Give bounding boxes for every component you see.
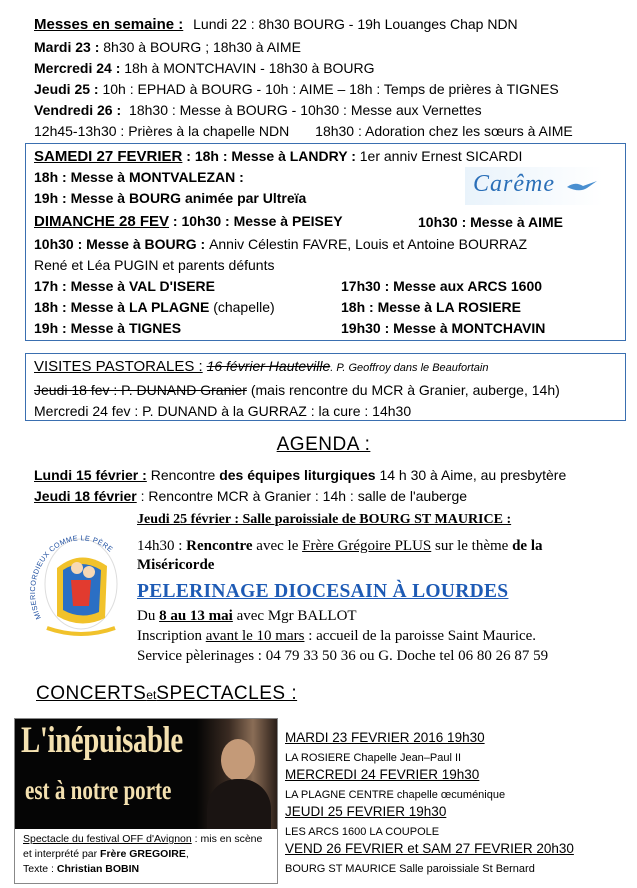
montchavin: 19h30 : Messe à MONTCHAVIN xyxy=(341,320,546,336)
caption-actor: Frère GREGOIRE xyxy=(100,848,186,860)
week-monday: Lundi 22 : 8h30 BOURG - 19h Louanges Chap NDN xyxy=(193,16,518,32)
la-plagne: 18h : Messe à LA PLAGNE xyxy=(34,299,210,315)
visites-line-1 xyxy=(34,356,488,378)
la-plagne-line xyxy=(34,297,275,317)
inscription-deadline: avant le 10 mars xyxy=(205,628,305,644)
visit-note: . P. Geoffroy dans le Beaufortain xyxy=(330,362,489,374)
day-label: Mardi 23 : xyxy=(34,39,100,55)
day-text: 18h30 : Messe à BOURG - 10h30 : Messe aux Vernettes xyxy=(129,102,482,118)
misericorde-word: Miséricorde xyxy=(137,557,215,573)
jeudi-25-heading: Jeudi 25 février : Salle paroissiale de BOURG ST MAURICE : xyxy=(137,512,512,527)
week-line-5 xyxy=(34,100,482,120)
spectacle-poster xyxy=(15,719,277,829)
careme-text: Carême xyxy=(473,171,555,197)
bourg-anniv-2: René et Léa PUGIN et parents défunts xyxy=(34,257,275,273)
visit-note-2: (mais rencontre du MCR à Granier, auberge, 14h) xyxy=(246,382,560,398)
visites-title: VISITES PASTORALES : xyxy=(34,358,203,375)
saturday-line xyxy=(34,146,522,167)
frere-gregoire: Frère Grégoire PLUS xyxy=(302,538,432,554)
misericorde-logo xyxy=(27,508,135,653)
bourg-line xyxy=(34,234,527,254)
logo-arc-text: MISERICORDIEUX COMME LE PÈRE xyxy=(27,533,115,621)
week-heading: Messes en semaine : xyxy=(34,16,184,33)
bourg-mass: 10h30 : Messe à BOURG : xyxy=(34,236,210,252)
agenda-line-1 xyxy=(34,465,566,485)
bird-icon xyxy=(565,177,599,195)
agenda-title-wrap xyxy=(0,434,637,456)
saturday-anniv: 1er anniv Ernest SICARDI xyxy=(359,148,523,164)
agenda-title: AGENDA : xyxy=(276,434,371,455)
lourdes-title: PELERINAGE DIOCESAIN À LOURDES xyxy=(137,581,509,602)
week-line-4 xyxy=(34,79,559,99)
day-label: Mercredi 24 : xyxy=(34,60,121,76)
agenda-text: Du xyxy=(137,608,160,624)
actor-photo xyxy=(197,719,277,829)
caption-author: Christian BOBIN xyxy=(56,863,140,875)
caption-festival: Spectacle du festival OFF d'Avignon xyxy=(23,833,192,845)
prayer-ndn: 12h45-13h30 : Prières à la chapelle NDN xyxy=(34,123,290,139)
week-line-3 xyxy=(34,58,375,78)
poster-subtitle: est à notre porte xyxy=(25,775,172,805)
concerts-word: CONCERTS xyxy=(36,683,147,704)
day-text: 8h30 à BOURG ; 18h30 à AIME xyxy=(103,39,301,55)
adoration-aime: 18h30 : Adoration chez les sœurs à AIME xyxy=(315,123,573,139)
concert-date-1: MARDI 23 FEVRIER 2016 19h30 xyxy=(285,730,485,745)
concert-date-2: MERCREDI 24 FEVRIER 19h30 xyxy=(285,767,480,782)
agenda-text: : accueil de la paroisse Saint Maurice. xyxy=(304,628,537,644)
agenda-text: sur le thème xyxy=(431,538,513,554)
poster-title: L'inépuisable xyxy=(21,720,183,761)
week-line-2 xyxy=(34,37,301,57)
sunday-line xyxy=(34,211,343,232)
concert-place-3: LES ARCS 1600 LA COUPOLE xyxy=(285,826,440,838)
agenda-text: 14h30 : xyxy=(137,538,187,554)
lourdes-inscription xyxy=(137,626,536,646)
concert-place-1: LA ROSIERE Chapelle Jean–Paul II xyxy=(285,752,462,764)
val-disere: 17h : Messe à VAL D'ISERE xyxy=(34,278,215,294)
careme-banner xyxy=(465,167,603,205)
concerts-et: et xyxy=(146,688,157,702)
week-line-6 xyxy=(34,121,573,141)
lourdes-date-range: 8 au 13 mai xyxy=(159,608,233,624)
agenda-emph: Rencontre xyxy=(186,538,253,554)
bourg-ultreia-line: 19h : Messe à BOURG animée par Ultreïa xyxy=(34,190,307,206)
concerts-title xyxy=(36,684,297,705)
jubilee-logo-icon xyxy=(27,508,135,653)
spectacles-word: SPECTACLES : xyxy=(156,683,298,704)
arcs-1600: 17h30 : Messe aux ARCS 1600 xyxy=(341,278,543,294)
cancelled-visit: 16 février Hauteville xyxy=(206,358,331,374)
concert-place-2: LA PLAGNE CENTRE chapelle œcuménique xyxy=(285,789,506,801)
agenda-text: 14 h 30 à Aime, au presbytère xyxy=(375,467,567,483)
saturday-title: SAMEDI 27 FEVRIER xyxy=(34,148,183,165)
agenda-date: Lundi 15 février : xyxy=(34,467,147,483)
day-label: Jeudi 25 : xyxy=(34,81,99,97)
saturday-text: : 18h : Messe à LANDRY : xyxy=(182,148,360,164)
agenda-text: avec Mgr BALLOT xyxy=(232,608,357,624)
montvalezan-line: 18h : Messe à MONTVALEZAN : xyxy=(34,169,244,185)
la-rosiere: 18h : Messe à LA ROSIERE xyxy=(341,299,521,315)
lourdes-dates xyxy=(137,606,357,626)
caption-text: : mis en scène et interprété par xyxy=(23,833,263,860)
agenda-emph: de la xyxy=(512,538,543,554)
cancelled-visit-2: Jeudi 18 fev : P. DUNAND Granier xyxy=(34,382,247,398)
agenda-emph: des équipes liturgiques xyxy=(219,467,376,483)
visites-line-3: Mercredi 24 fev : P. DUNAND à la GURRAZ : la cure : 14h30 xyxy=(34,403,412,419)
concert-place-4: BOURG ST MAURICE Salle paroissiale St Bernard xyxy=(285,863,535,875)
agenda-line-2 xyxy=(34,486,467,506)
day-label: Vendredi 26 : xyxy=(34,102,122,118)
tignes: 19h : Messe à TIGNES xyxy=(34,320,182,336)
sunday-title: DIMANCHE 28 FEV xyxy=(34,213,170,230)
agenda-text: Inscription xyxy=(137,628,206,644)
la-plagne-chapel: (chapelle) xyxy=(209,299,275,315)
agenda-text: avec le xyxy=(252,538,303,554)
week-line-1 xyxy=(34,14,518,35)
poster-frame xyxy=(14,718,278,884)
agenda-date: Jeudi 18 février xyxy=(34,488,137,504)
sunday-aime: 10h30 : Messe à AIME xyxy=(418,214,563,230)
sunday-peisey: : 10h30 : Messe à PEISEY xyxy=(169,213,343,229)
bourg-anniv: Anniv Célestin FAVRE, Louis et Antoine BOURRAZ xyxy=(209,236,528,252)
agenda-text: : Rencontre MCR à Granier : 14h : salle de l'auberge xyxy=(136,488,468,504)
day-text: 10h : EPHAD à BOURG - 10h : AIME – 18h : Temps de prières à TIGNES xyxy=(102,81,559,97)
concert-date-3: JEUDI 25 FEVRIER 19h30 xyxy=(285,804,447,819)
day-text: 18h à MONTCHAVIN - 18h30 à BOURG xyxy=(124,60,375,76)
concert-date-4: VEND 26 FEVRIER et SAM 27 FEVRIER 20h30 xyxy=(285,841,574,856)
agenda-text: Rencontre xyxy=(146,467,220,483)
caption-text: , xyxy=(185,848,189,860)
pelerinage-service: Service pèlerinages : 04 79 33 50 36 ou G. Doche tel 06 80 26 87 59 xyxy=(137,648,549,664)
visites-line-2 xyxy=(34,380,560,400)
poster-caption xyxy=(23,832,273,877)
rencontre-line xyxy=(137,536,542,556)
caption-text: Texte : xyxy=(23,863,57,875)
